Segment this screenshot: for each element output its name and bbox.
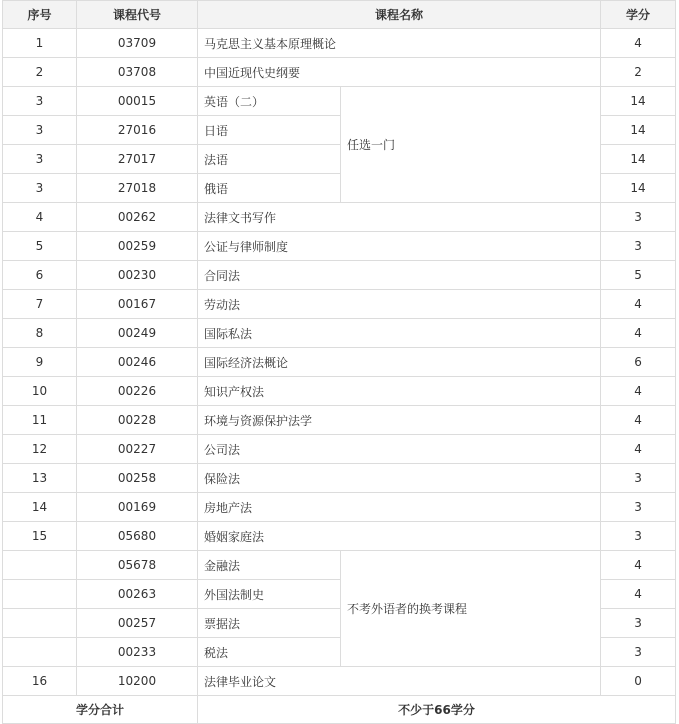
cell-code: 00249 (77, 319, 198, 348)
cell-code: 27018 (77, 174, 198, 203)
table-row (3, 232, 676, 261)
cell-index (3, 638, 77, 667)
cell-name: 俄语 (198, 174, 341, 203)
table-row (3, 667, 676, 696)
cell-index: 16 (3, 667, 77, 696)
cell-index: 3 (3, 87, 77, 116)
cell-code: 03709 (77, 29, 198, 58)
cell-name: 法律毕业论文 (198, 667, 601, 696)
cell-credit: 3 (601, 493, 676, 522)
table-row (3, 348, 676, 377)
cell-credit: 4 (601, 319, 676, 348)
header-credit: 学分 (601, 1, 676, 29)
cell-name: 金融法 (198, 551, 341, 580)
cell-credit: 3 (601, 232, 676, 261)
cell-index: 11 (3, 406, 77, 435)
cell-code: 00259 (77, 232, 198, 261)
table-row (3, 493, 676, 522)
cell-credit: 6 (601, 348, 676, 377)
course-table (2, 0, 676, 724)
cell-index: 8 (3, 319, 77, 348)
cell-name: 知识产权法 (198, 377, 601, 406)
cell-credit: 3 (601, 522, 676, 551)
footer-value: 不少于66学分 (198, 696, 676, 724)
table-row (3, 87, 676, 116)
cell-note-choose-one: 任选一门 (341, 87, 601, 203)
cell-name: 法语 (198, 145, 341, 174)
cell-code: 10200 (77, 667, 198, 696)
cell-credit: 3 (601, 638, 676, 667)
cell-index (3, 551, 77, 580)
cell-index: 3 (3, 116, 77, 145)
cell-credit: 4 (601, 435, 676, 464)
cell-code: 00226 (77, 377, 198, 406)
cell-name: 法律文书写作 (198, 203, 601, 232)
cell-name: 劳动法 (198, 290, 601, 319)
cell-name: 合同法 (198, 261, 601, 290)
cell-credit: 3 (601, 464, 676, 493)
table-row (3, 29, 676, 58)
table-row (3, 435, 676, 464)
table-row (3, 464, 676, 493)
cell-credit: 4 (601, 406, 676, 435)
cell-name: 马克思主义基本原理概论 (198, 29, 601, 58)
cell-index: 10 (3, 377, 77, 406)
cell-name: 税法 (198, 638, 341, 667)
cell-code: 00263 (77, 580, 198, 609)
cell-code: 05680 (77, 522, 198, 551)
cell-name: 日语 (198, 116, 341, 145)
cell-name: 公证与律师制度 (198, 232, 601, 261)
cell-name: 公司法 (198, 435, 601, 464)
cell-credit: 14 (601, 116, 676, 145)
cell-index: 1 (3, 29, 77, 58)
table-row (3, 377, 676, 406)
table-row (3, 58, 676, 87)
cell-name: 环境与资源保护法学 (198, 406, 601, 435)
cell-code: 05678 (77, 551, 198, 580)
cell-index (3, 580, 77, 609)
cell-name: 婚姻家庭法 (198, 522, 601, 551)
cell-credit: 14 (601, 145, 676, 174)
table-row (3, 319, 676, 348)
footer-row (3, 696, 676, 724)
header-row (3, 1, 676, 29)
cell-index: 12 (3, 435, 77, 464)
cell-code: 00262 (77, 203, 198, 232)
cell-code: 00230 (77, 261, 198, 290)
header-index: 序号 (3, 1, 77, 29)
cell-code: 03708 (77, 58, 198, 87)
cell-credit: 4 (601, 551, 676, 580)
table-row (3, 290, 676, 319)
cell-name: 中国近现代史纲要 (198, 58, 601, 87)
cell-code: 00246 (77, 348, 198, 377)
cell-name: 国际私法 (198, 319, 601, 348)
table-row (3, 203, 676, 232)
cell-index: 13 (3, 464, 77, 493)
header-name: 课程名称 (198, 1, 601, 29)
footer-label: 学分合计 (3, 696, 198, 724)
cell-index: 3 (3, 145, 77, 174)
cell-credit: 5 (601, 261, 676, 290)
cell-code: 00228 (77, 406, 198, 435)
cell-name: 国际经济法概论 (198, 348, 601, 377)
cell-credit: 14 (601, 174, 676, 203)
cell-code: 00169 (77, 493, 198, 522)
table-row (3, 261, 676, 290)
table-row (3, 406, 676, 435)
cell-credit: 4 (601, 29, 676, 58)
cell-name: 保险法 (198, 464, 601, 493)
cell-code: 00227 (77, 435, 198, 464)
cell-credit: 2 (601, 58, 676, 87)
cell-code: 00257 (77, 609, 198, 638)
cell-index: 7 (3, 290, 77, 319)
cell-index: 2 (3, 58, 77, 87)
cell-name: 英语（二） (198, 87, 341, 116)
table-row (3, 551, 676, 580)
cell-name: 票据法 (198, 609, 341, 638)
cell-name: 房地产法 (198, 493, 601, 522)
cell-credit: 3 (601, 609, 676, 638)
cell-index: 3 (3, 174, 77, 203)
cell-code: 00258 (77, 464, 198, 493)
cell-index: 14 (3, 493, 77, 522)
cell-credit: 4 (601, 377, 676, 406)
cell-code: 00015 (77, 87, 198, 116)
cell-credit: 14 (601, 87, 676, 116)
cell-code: 00167 (77, 290, 198, 319)
cell-credit: 3 (601, 203, 676, 232)
cell-code: 27016 (77, 116, 198, 145)
table-row (3, 522, 676, 551)
cell-index (3, 609, 77, 638)
cell-code: 00233 (77, 638, 198, 667)
cell-credit: 4 (601, 290, 676, 319)
header-code: 课程代号 (77, 1, 198, 29)
cell-index: 6 (3, 261, 77, 290)
cell-index: 4 (3, 203, 77, 232)
cell-credit: 0 (601, 667, 676, 696)
cell-index: 9 (3, 348, 77, 377)
cell-code: 27017 (77, 145, 198, 174)
cell-credit: 4 (601, 580, 676, 609)
cell-index: 5 (3, 232, 77, 261)
cell-index: 15 (3, 522, 77, 551)
cell-note-substitute: 不考外语者的换考课程 (341, 551, 601, 667)
cell-name: 外国法制史 (198, 580, 341, 609)
